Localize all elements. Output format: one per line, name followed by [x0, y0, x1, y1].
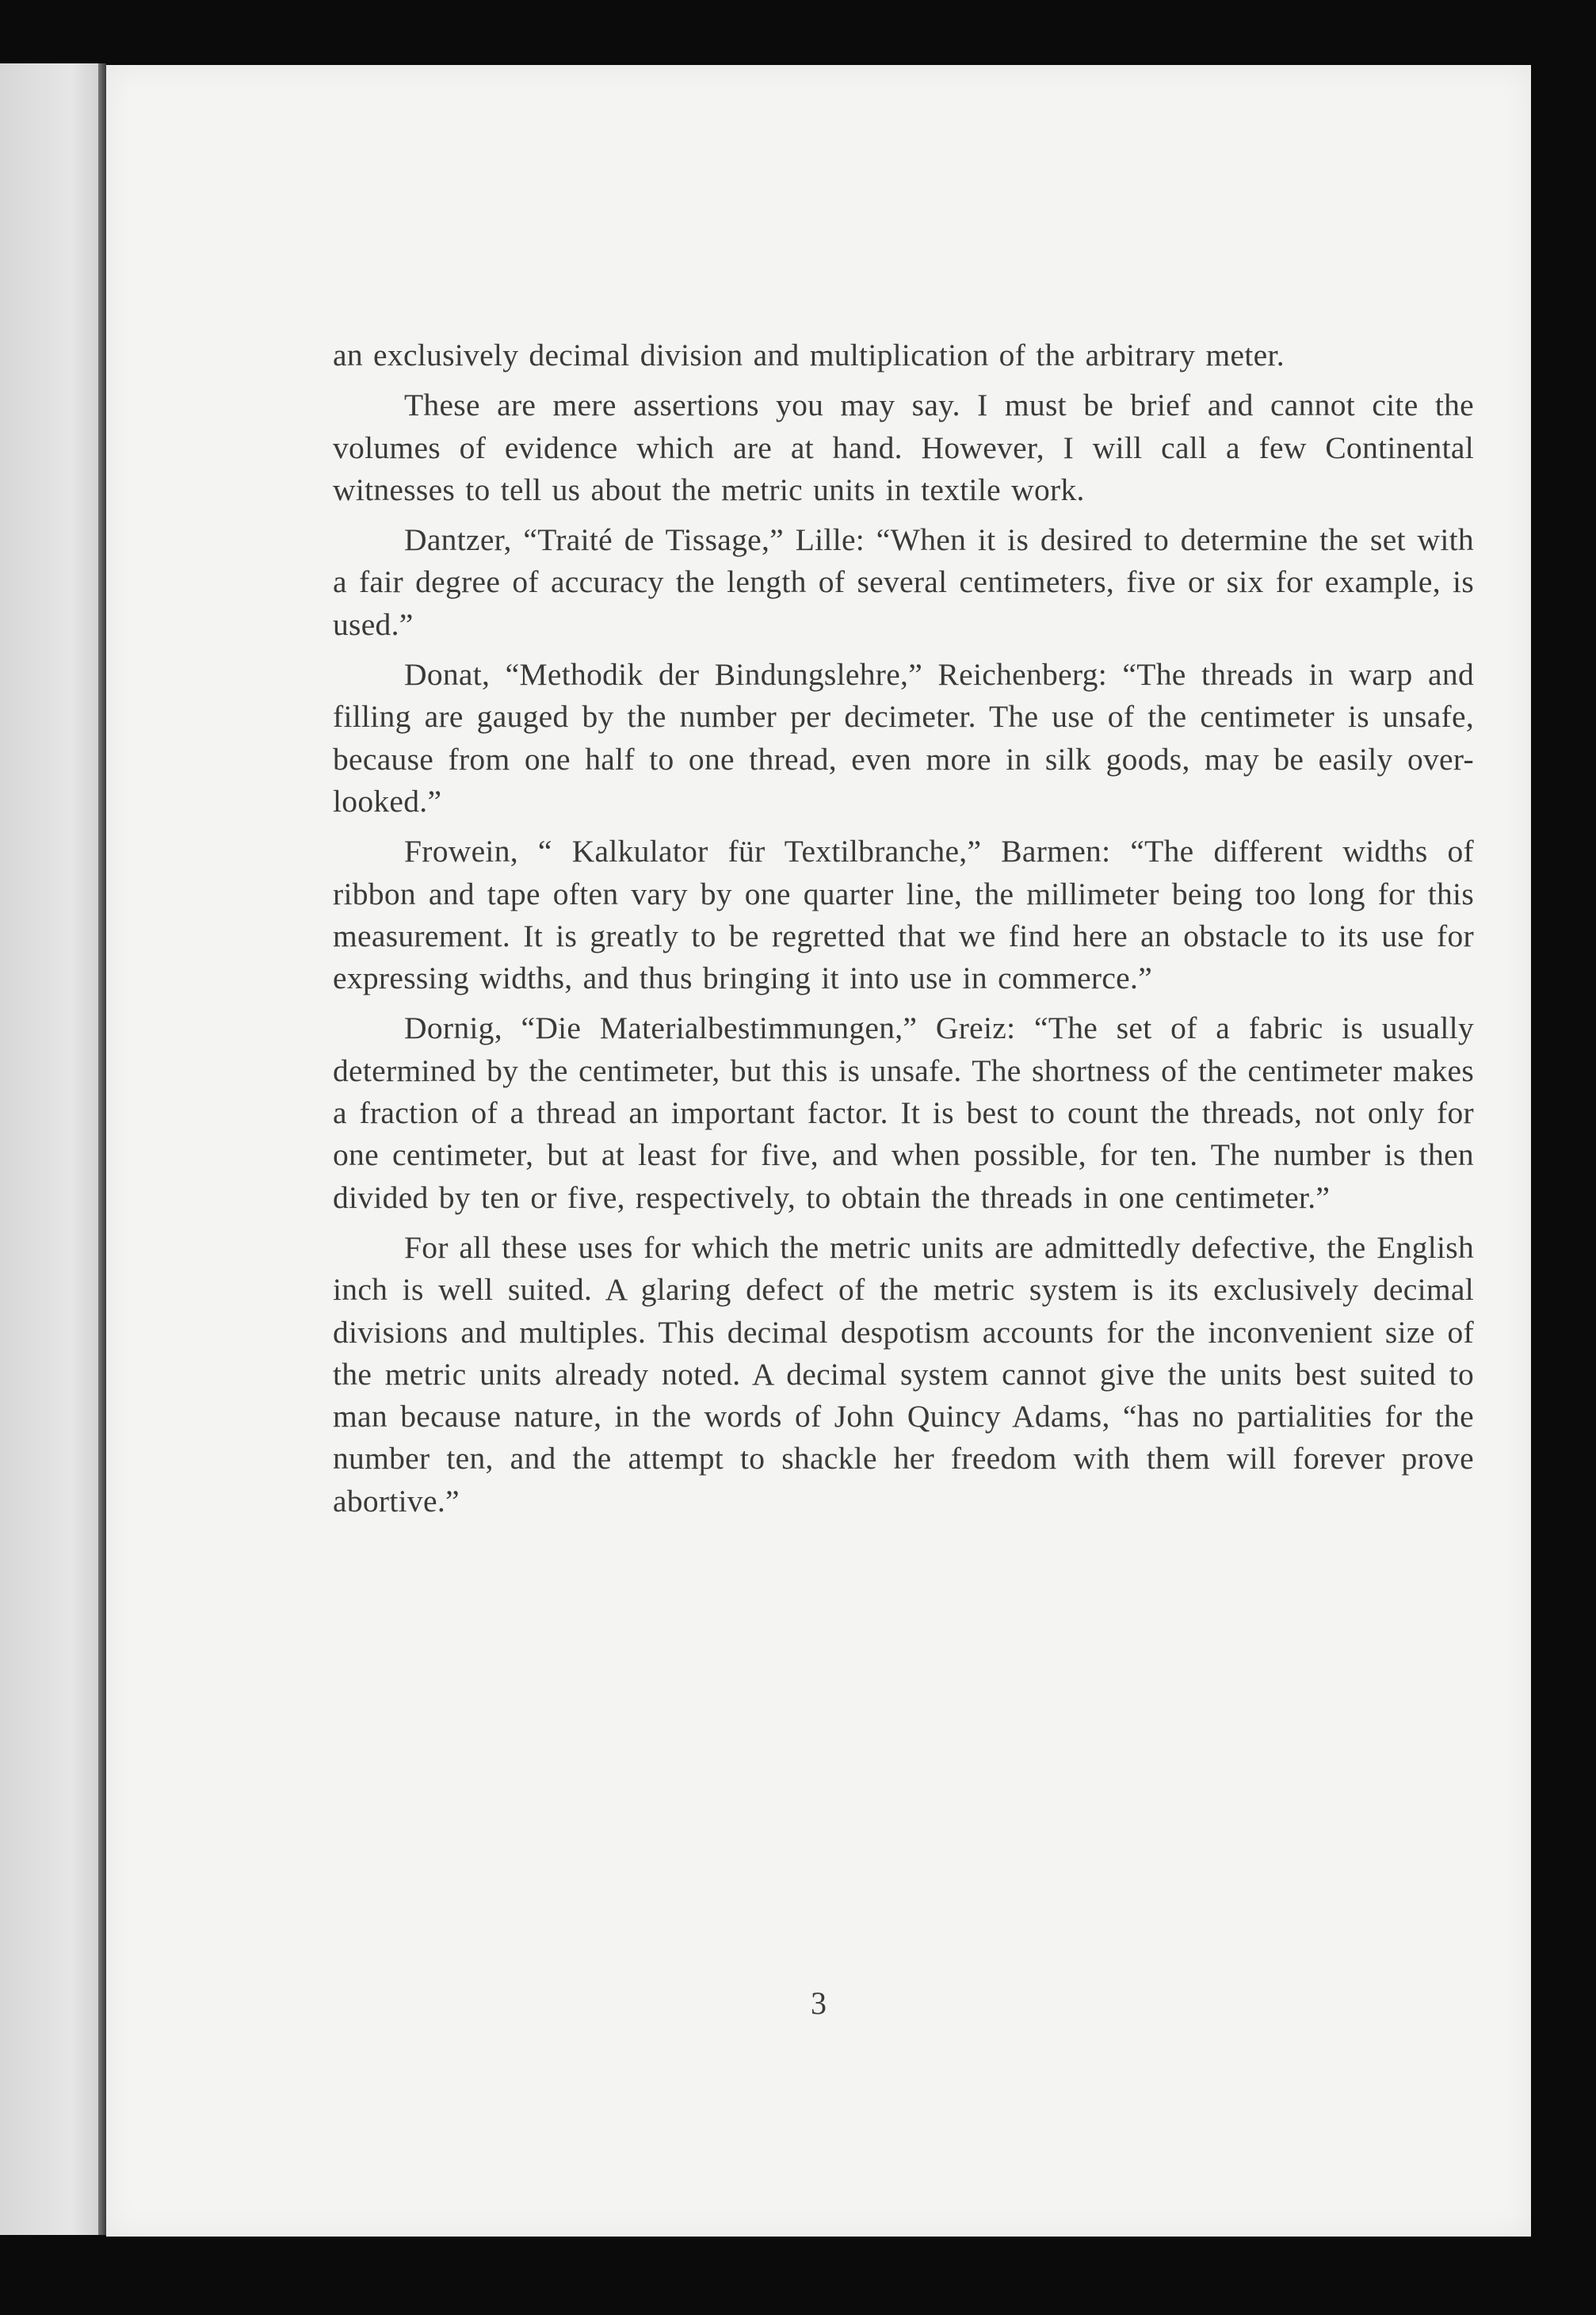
facing-page-edge — [0, 63, 103, 2235]
paragraph-donat: Donat, “Methodik der Bindungslehre,” Reichenberg: “The threads in warp and filling are gauged by the number per decimeter. The use of the centimeter is unsafe, because from one half to one thread, even more in silk goods, may be easily over-looked.” — [333, 657, 1474, 819]
paragraph-dantzer: Dantzer, “Traité de Tissage,” Lille: “When it is desired to determine the set with a fair degree of accuracy the length of several centimeters, five or six for example, is used.” — [333, 522, 1474, 642]
page-number: 3 — [811, 1985, 827, 2021]
paragraph-continued: an exclusively decimal division and multiplication of the arbitrary meter. — [333, 338, 1285, 372]
body-text — [333, 334, 1474, 1530]
book-page — [106, 65, 1531, 2237]
paragraph-assertions: These are mere assertions you may say. I must be brief and cannot cite the volumes of evidence which are at hand. However, I will call a few Continental witnesses to tell us about the metric units in textile work. — [333, 388, 1474, 507]
paragraph-english-inch: For all these uses for which the metric units are admittedly defective, the English inch is well suited. A glaring defect of the metric system is its exclusively decimal divisions and multiples. This decimal despotism accounts for the inconvenient size of the metric units already noted. A decimal system cannot give the units best suited to man because nature, in the words of John Quincy Adams, “has no partialities for the number ten, and the attempt to shackle her freedom with them will forever prove abortive.” — [333, 1229, 1474, 1519]
book-gutter — [98, 63, 106, 2235]
paragraph-dornig: Dornig, “Die Materialbestimmungen,” Greiz: “The set of a fabric is usually determined by the centimeter, but this is unsafe. The shortness of the centimeter makes a fraction of a thread an important factor. It is best to count the threads, not only for one centimeter, but at least for five, and when possible, for ten. The number is then divided by ten or five, respectively, to obtain the threads in one centimeter.” — [333, 1010, 1474, 1215]
paragraph-frowein: Frowein, “ Kalkulator für Textilbranche,” Barmen: “The different widths of ribbon and tape often vary by one quarter line, the millimeter being too long for this measurement. It is greatly to be regretted that we find here an obstacle to its use for expressing widths, and thus bringing it into use in commerce.” — [333, 834, 1474, 996]
